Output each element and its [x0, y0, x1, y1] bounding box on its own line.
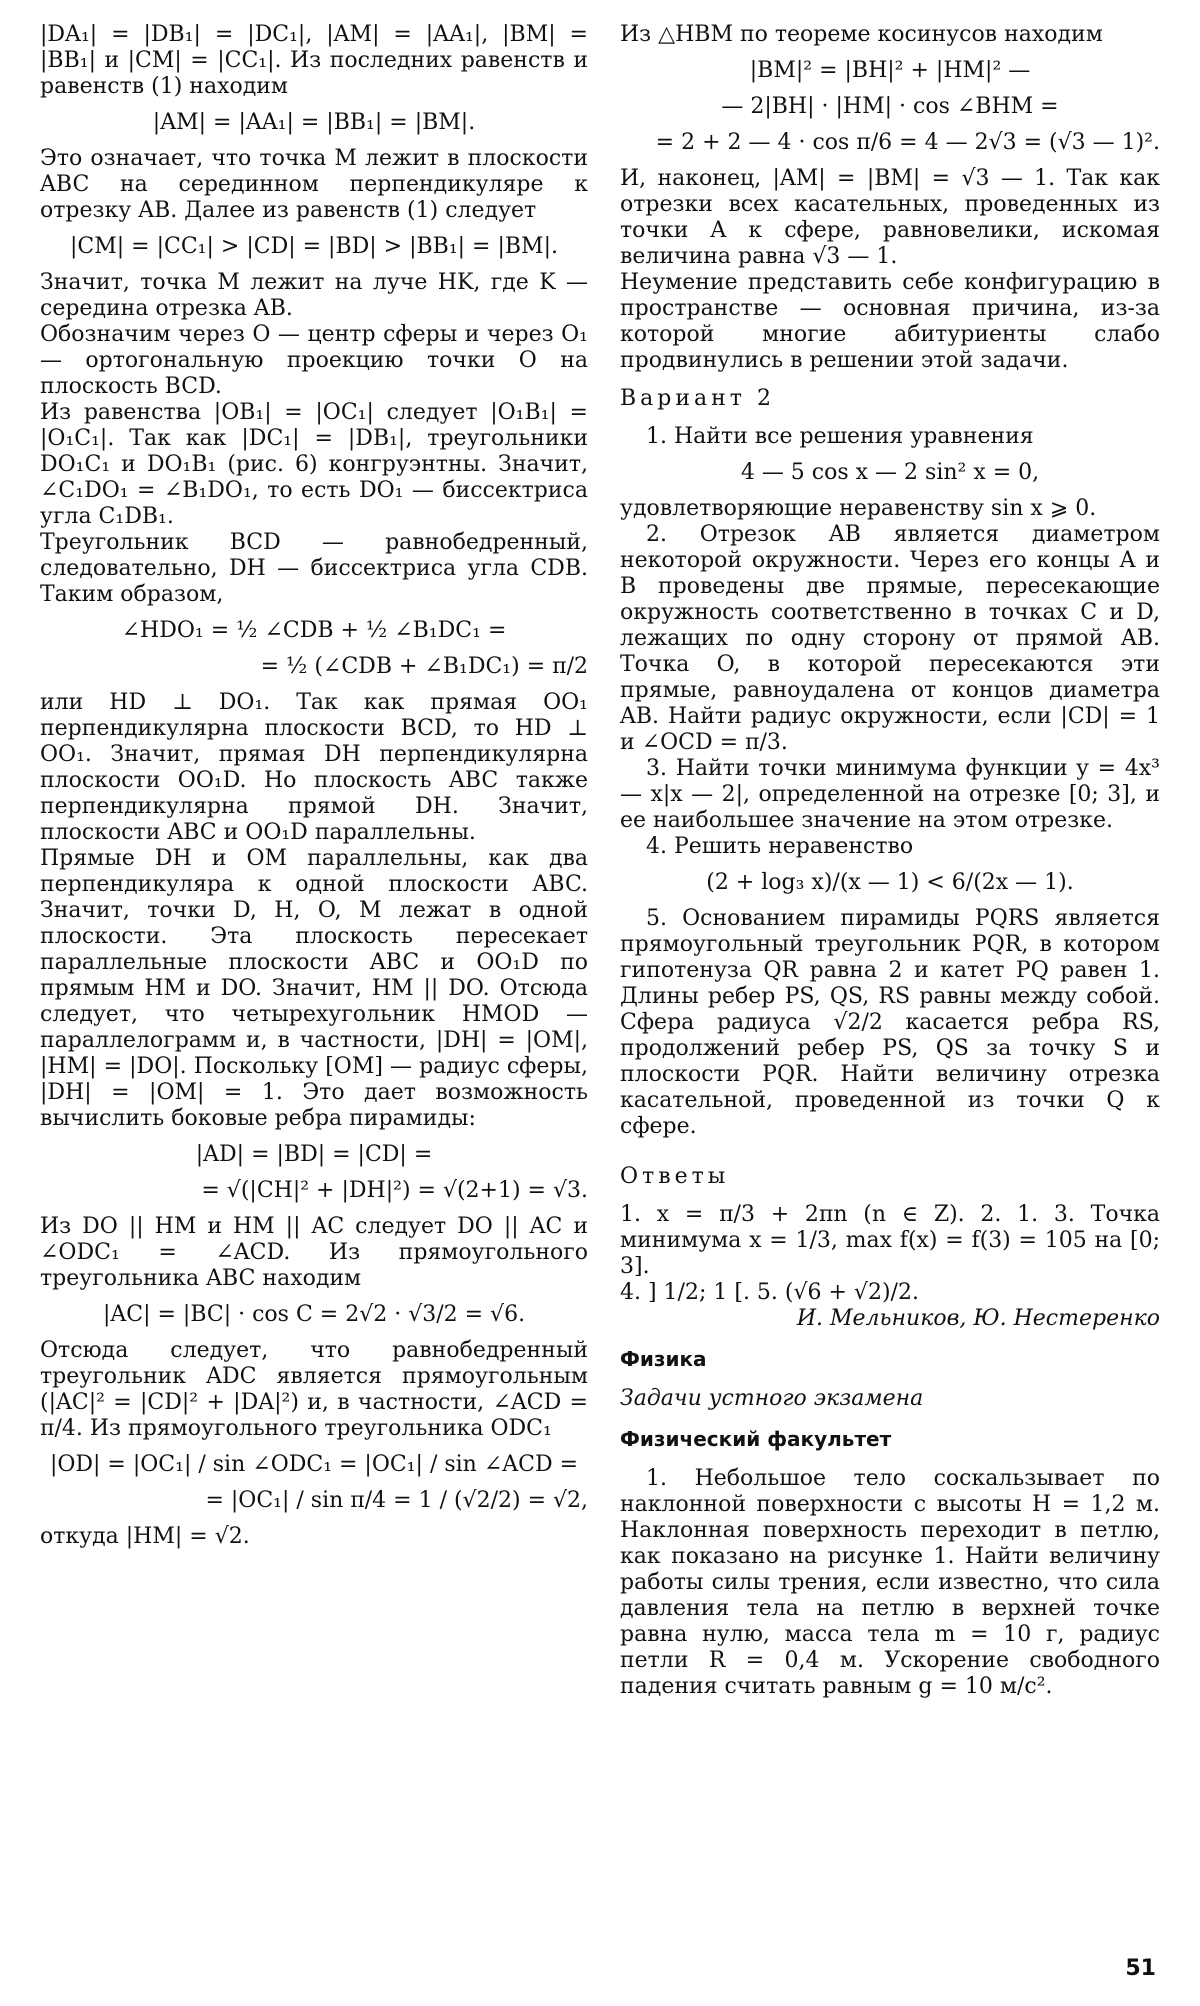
- subsection-title: Задачи устного экзамена: [620, 1386, 924, 1411]
- paragraph: |DA₁| = |DB₁| = |DC₁|, |AM| = |AA₁|, |BM| = |BB₁| и |CM| = |CC₁|. Из последних равенств и равенств (1) находим: [40, 22, 588, 99]
- paragraph: Обозначим через O — центр сферы и через O₁ — ортогональную проекцию точки O на плоскость BCD.: [40, 322, 588, 399]
- problem-paragraph: 3. Найти точки минимума функции y = 4x³ — x|x — 2|, определенной на отрезке [0; 3], и ее наибольшее значение на этом отрезке.: [620, 756, 1160, 833]
- equation: = 2 + 2 — 4 · cos π/6 = 4 — 2√3 = (√3 — 1)².: [655, 130, 1160, 155]
- page-number: 51: [1125, 1956, 1156, 1981]
- problem-paragraph: 1. Небольшое тело соскальзывает по наклонной поверхности с высоты H = 1,2 м. Наклонная поверхность переходит в петлю, как показано на рисунке 1. Найти величину работы силы трения, если известно, что сила давления тела на петлю в верхней точке равна нулю, масса тела m = 10 г, радиус петли R = 0,4 м. Ускорение свободного падения считать равным g = 10 м/с².: [620, 1466, 1160, 1699]
- equation: = ½ (∠CDB + ∠B₁DC₁) = π/2: [260, 654, 588, 679]
- paragraph: 1. x = π/3 + 2πn (n ∈ Z). 2. 1. 3. Точка минимума x = 1/3, max f(x) = f(3) = 105 на [0; 3].: [620, 1202, 1160, 1279]
- equation: = |OC₁| / sin π/4 = 1 / (√2/2) = √2,: [205, 1488, 588, 1513]
- paragraph: Треугольник BCD — равнобедренный, следовательно, DH — биссектриса угла CDB. Таким образом,: [40, 530, 588, 607]
- equation: |AC| = |BC| · cos C = 2√2 · √3/2 = √6.: [102, 1302, 526, 1327]
- spacer: [620, 1140, 1160, 1152]
- paragraph: Отсюда следует, что равнобедренный треугольник ADC является прямоугольным (|AC|² = |CD|² + |DA|²) и, в частности, ∠ACD = π/4. Из прямоугольного треугольника ODC₁: [40, 1338, 588, 1441]
- problem-paragraph: 4. Решить неравенство: [646, 834, 914, 859]
- equation: = √(|CH|² + |DH|²) = √(2+1) = √3.: [201, 1178, 588, 1203]
- paragraph: удовлетворяющие неравенству sin x ⩾ 0.: [620, 496, 1097, 521]
- section-title: Физический факультет: [620, 1427, 892, 1451]
- paragraph: или HD ⊥ DO₁. Так как прямая OO₁ перпендикулярна плоскости BCD, то HD ⊥ OO₁. Значит, прямая DH перпендикулярна плоскости OO₁D. Но плоскость ABC также перпендикулярна прямой DH. Значит, плоскости ABC и OO₁D параллельны.: [40, 690, 588, 845]
- paragraph: Значит, точка M лежит на луче HK, где K — середина отрезка AB.: [40, 270, 588, 321]
- equation: |AM| = |AA₁| = |BB₁| = |BM|.: [152, 110, 476, 135]
- author-signature: И. Мельников, Ю. Нестеренко: [796, 1306, 1160, 1331]
- section-heading: Вариант 2: [620, 386, 775, 411]
- equation: |CM| = |CC₁| > |CD| = |BD| > |BB₁| = |BM|.: [69, 234, 558, 259]
- paragraph: Неумение представить себе конфигурацию в пространстве — основная причина, из-за которой многие абитуриенты слабо продвинулись в решении этой задачи.: [620, 270, 1160, 373]
- paragraph: Из DO || HM и HM || AC следует DO || AC и ∠ODC₁ = ∠ACD. Из прямоугольного треугольника ABC находим: [40, 1214, 588, 1291]
- equation: (2 + log₃ x)/(x — 1) < 6/(2x — 1).: [706, 870, 1074, 895]
- paragraph: Прямые DH и OM параллельны, как два перпендикуляра к одной плоскости ABC. Значит, точки D, H, O, M лежат в одной плоскости. Эта плоскость пересекает параллельные плоскости ABC и OO₁D по прямым HM и DO. Значит, HM || DO. Отсюда следует, что четырехугольник HMOD — параллелограмм и, в частности, |DH| = |OM|, |HM| = |DO|. Поскольку [OM] — радиус сферы, |DH| = |OM| = 1. Это дает возможность вычислить боковые ребра пирамиды:: [40, 846, 588, 1131]
- equation: ∠HDO₁ = ½ ∠CDB + ½ ∠B₁DC₁ =: [121, 618, 507, 643]
- section-heading: Ответы: [620, 1164, 730, 1189]
- paragraph: откуда |HM| = √2.: [40, 1524, 250, 1549]
- problem-paragraph: 1. Найти все решения уравнения: [646, 424, 1034, 449]
- problem-paragraph: 5. Основанием пирамиды PQRS является прямоугольный треугольник PQR, в котором гипотенуза QR равна 2 и катет PQ равен 1. Длины ребер PS, QS, RS равны между собой. Сфера радиуса √2/2 касается ребра RS, продолжений ребер PS, QS за точку S и плоскости PQR. Найти величину отрезка касательной, проведенной из точки Q к сфере.: [620, 906, 1160, 1139]
- paragraph: 4. ] 1/2; 1 [. 5. (√6 + √2)/2.: [620, 1280, 919, 1305]
- equation: — 2|BH| · |HM| · cos ∠BHM =: [721, 94, 1059, 119]
- left-column: [40, 22, 588, 1550]
- equation: |OD| = |OC₁| / sin ∠ODC₁ = |OC₁| / sin ∠ACD =: [49, 1452, 579, 1477]
- section-title: Физика: [620, 1347, 707, 1371]
- right-column: [620, 22, 1160, 1700]
- equation: |BM|² = |BH|² + |HM|² —: [749, 58, 1031, 83]
- equation: 4 — 5 cos x — 2 sin² x = 0,: [740, 460, 1040, 485]
- paragraph: Из равенства |OB₁| = |OC₁| следует |O₁B₁| = |O₁C₁|. Так как |DC₁| = |DB₁|, треугольники DO₁C₁ и DO₁B₁ (рис. 6) конгруэнтны. Значит, ∠C₁DO₁ = ∠B₁DO₁, то есть DO₁ — биссектриса угла C₁DB₁.: [40, 400, 588, 529]
- equation: |AD| = |BD| = |CD| =: [195, 1142, 433, 1167]
- paragraph: Из △HBM по теореме косинусов находим: [620, 22, 1103, 47]
- paragraph: И, наконец, |AM| = |BM| = √3 — 1. Так как отрезки всех касательных, проведенных из точки A к сфере, равновелики, искомая величина равна √3 — 1.: [620, 166, 1160, 269]
- paragraph: Это означает, что точка M лежит в плоскости ABC на серединном перпендикуляре к отрезку AB. Далее из равенств (1) следует: [40, 146, 588, 223]
- problem-paragraph: 2. Отрезок AB является диаметром некоторой окружности. Через его концы A и B проведены две прямые, пересекающие окружность соответственно в точках C и D, лежащих по одну сторону от прямой AB. Точка O, в которой пересекаются эти прямые, равноудалена от концов диаметра AB. Найти радиус окружности, если |CD| = 1 и ∠OCD = π/3.: [620, 522, 1160, 755]
